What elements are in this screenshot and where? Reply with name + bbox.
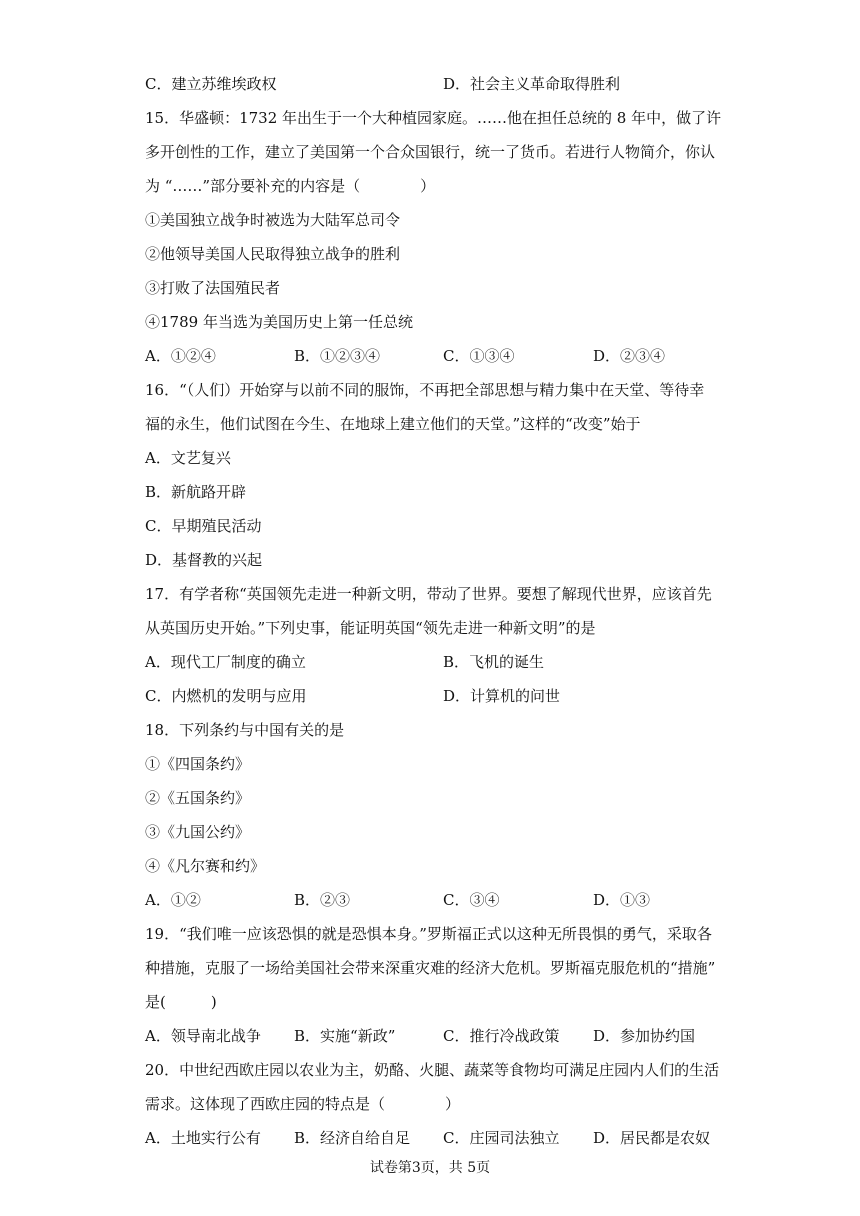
q18-option-b: B．②③: [294, 891, 351, 909]
q20-option-c: C．庄园司法独立: [443, 1129, 560, 1147]
q18-item-4: ④《凡尔赛和约》: [145, 857, 266, 875]
q16-option-c: C．早期殖民活动: [145, 517, 262, 535]
q17-option-d: D．计算机的问世: [443, 687, 561, 705]
q17-option-b: B．飞机的诞生: [443, 653, 545, 671]
q15-option-a: A．①②④: [145, 347, 216, 365]
q18-item-1: ①《四国条约》: [145, 755, 251, 773]
q20-option-d: D．居民都是农奴: [593, 1129, 711, 1147]
q15-option-b: B．①②③④: [294, 347, 381, 365]
q18-item-3: ③《九国公约》: [145, 823, 251, 841]
q16-option-b: B．新航路开辟: [145, 483, 247, 501]
q19-option-c: C．推行冷战政策: [443, 1027, 560, 1045]
q19-option-d: D．参加协约国: [593, 1027, 696, 1045]
q20-option-b: B．经济自给自足: [294, 1129, 411, 1147]
q19-option-a: A．领导南北战争: [145, 1027, 261, 1045]
page-footer: 试卷第3页，共 5页: [369, 1160, 491, 1176]
q19-stem-line3: 是( ): [145, 993, 217, 1011]
q16-stem-line2: 福的永生，他们试图在今生、在地球上建立他们的天堂。”这样的“改变”始于: [145, 415, 641, 433]
q17-stem-line2: 从英国历史开始。”下列史事，能证明英国“领先走进一种新文明”的是: [145, 619, 596, 637]
q15-item-3: ③打败了法国殖民者: [145, 279, 281, 297]
q16-option-a: A．文艺复兴: [145, 449, 231, 467]
q18-option-a: A．①②: [145, 891, 201, 909]
q19-stem-line1: 19．“我们唯一应该恐惧的就是恐惧本身。”罗斯福正式以这种无所畏惧的勇气，采取各: [145, 925, 712, 943]
q18-option-c: C．③④: [443, 891, 500, 909]
q20-stem-line1: 20．中世纪西欧庄园以农业为主，奶酪、火腿、蔬菜等食物均可满足庄园内人们的生活: [145, 1061, 720, 1079]
q17-stem-line1: 17．有学者称“英国领先走进一种新文明，带动了世界。要想了解现代世界，应该首先: [145, 585, 712, 603]
q15-item-2: ②他领导美国人民取得独立战争的胜利: [145, 245, 401, 263]
q20-option-a: A．土地实行公有: [145, 1129, 261, 1147]
q20-stem-line2: 需求。这体现了西欧庄园的特点是（ ）: [145, 1095, 461, 1113]
q15-stem-line1: 15．华盛顿：1732 年出生于一个大种植园家庭。……他在担任总统的 8 年中，做了许: [145, 109, 722, 127]
q18-stem-line1: 18．下列条约与中国有关的是: [145, 721, 345, 739]
q15-stem-line2: 多开创性的工作，建立了美国第一个合众国银行，统一了货币。若进行人物简介，你认: [145, 143, 716, 161]
q19-stem-line2: 种措施，克服了一场给美国社会带来深重灾难的经济大危机。罗斯福克服危机的“措施”: [145, 959, 716, 977]
prev-option-d: D．社会主义革命取得胜利: [443, 75, 621, 93]
q16-stem-line1: 16．“（人们）开始穿与以前不同的服饰，不再把全部思想与精力集中在天堂、等待幸: [145, 381, 705, 399]
q15-item-1: ①美国独立战争时被选为大陆军总司令: [145, 211, 401, 229]
q19-option-b: B．实施“新政”: [294, 1027, 396, 1045]
q17-option-c: C．内燃机的发明与应用: [145, 687, 307, 705]
q16-option-d: D．基督教的兴起: [145, 551, 263, 569]
q15-option-d: D．②③④: [593, 347, 666, 365]
q17-option-a: A．现代工厂制度的确立: [145, 653, 306, 671]
q15-stem-line3: 为 “……”部分要补充的内容是（ ）: [145, 177, 436, 195]
q18-option-d: D．①③: [593, 891, 651, 909]
q15-item-4: ④1789 年当选为美国历史上第一任总统: [145, 313, 413, 331]
prev-option-c: C．建立苏维埃政权: [145, 75, 277, 93]
q15-option-c: C．①③④: [443, 347, 515, 365]
q18-item-2: ②《五国条约》: [145, 789, 251, 807]
